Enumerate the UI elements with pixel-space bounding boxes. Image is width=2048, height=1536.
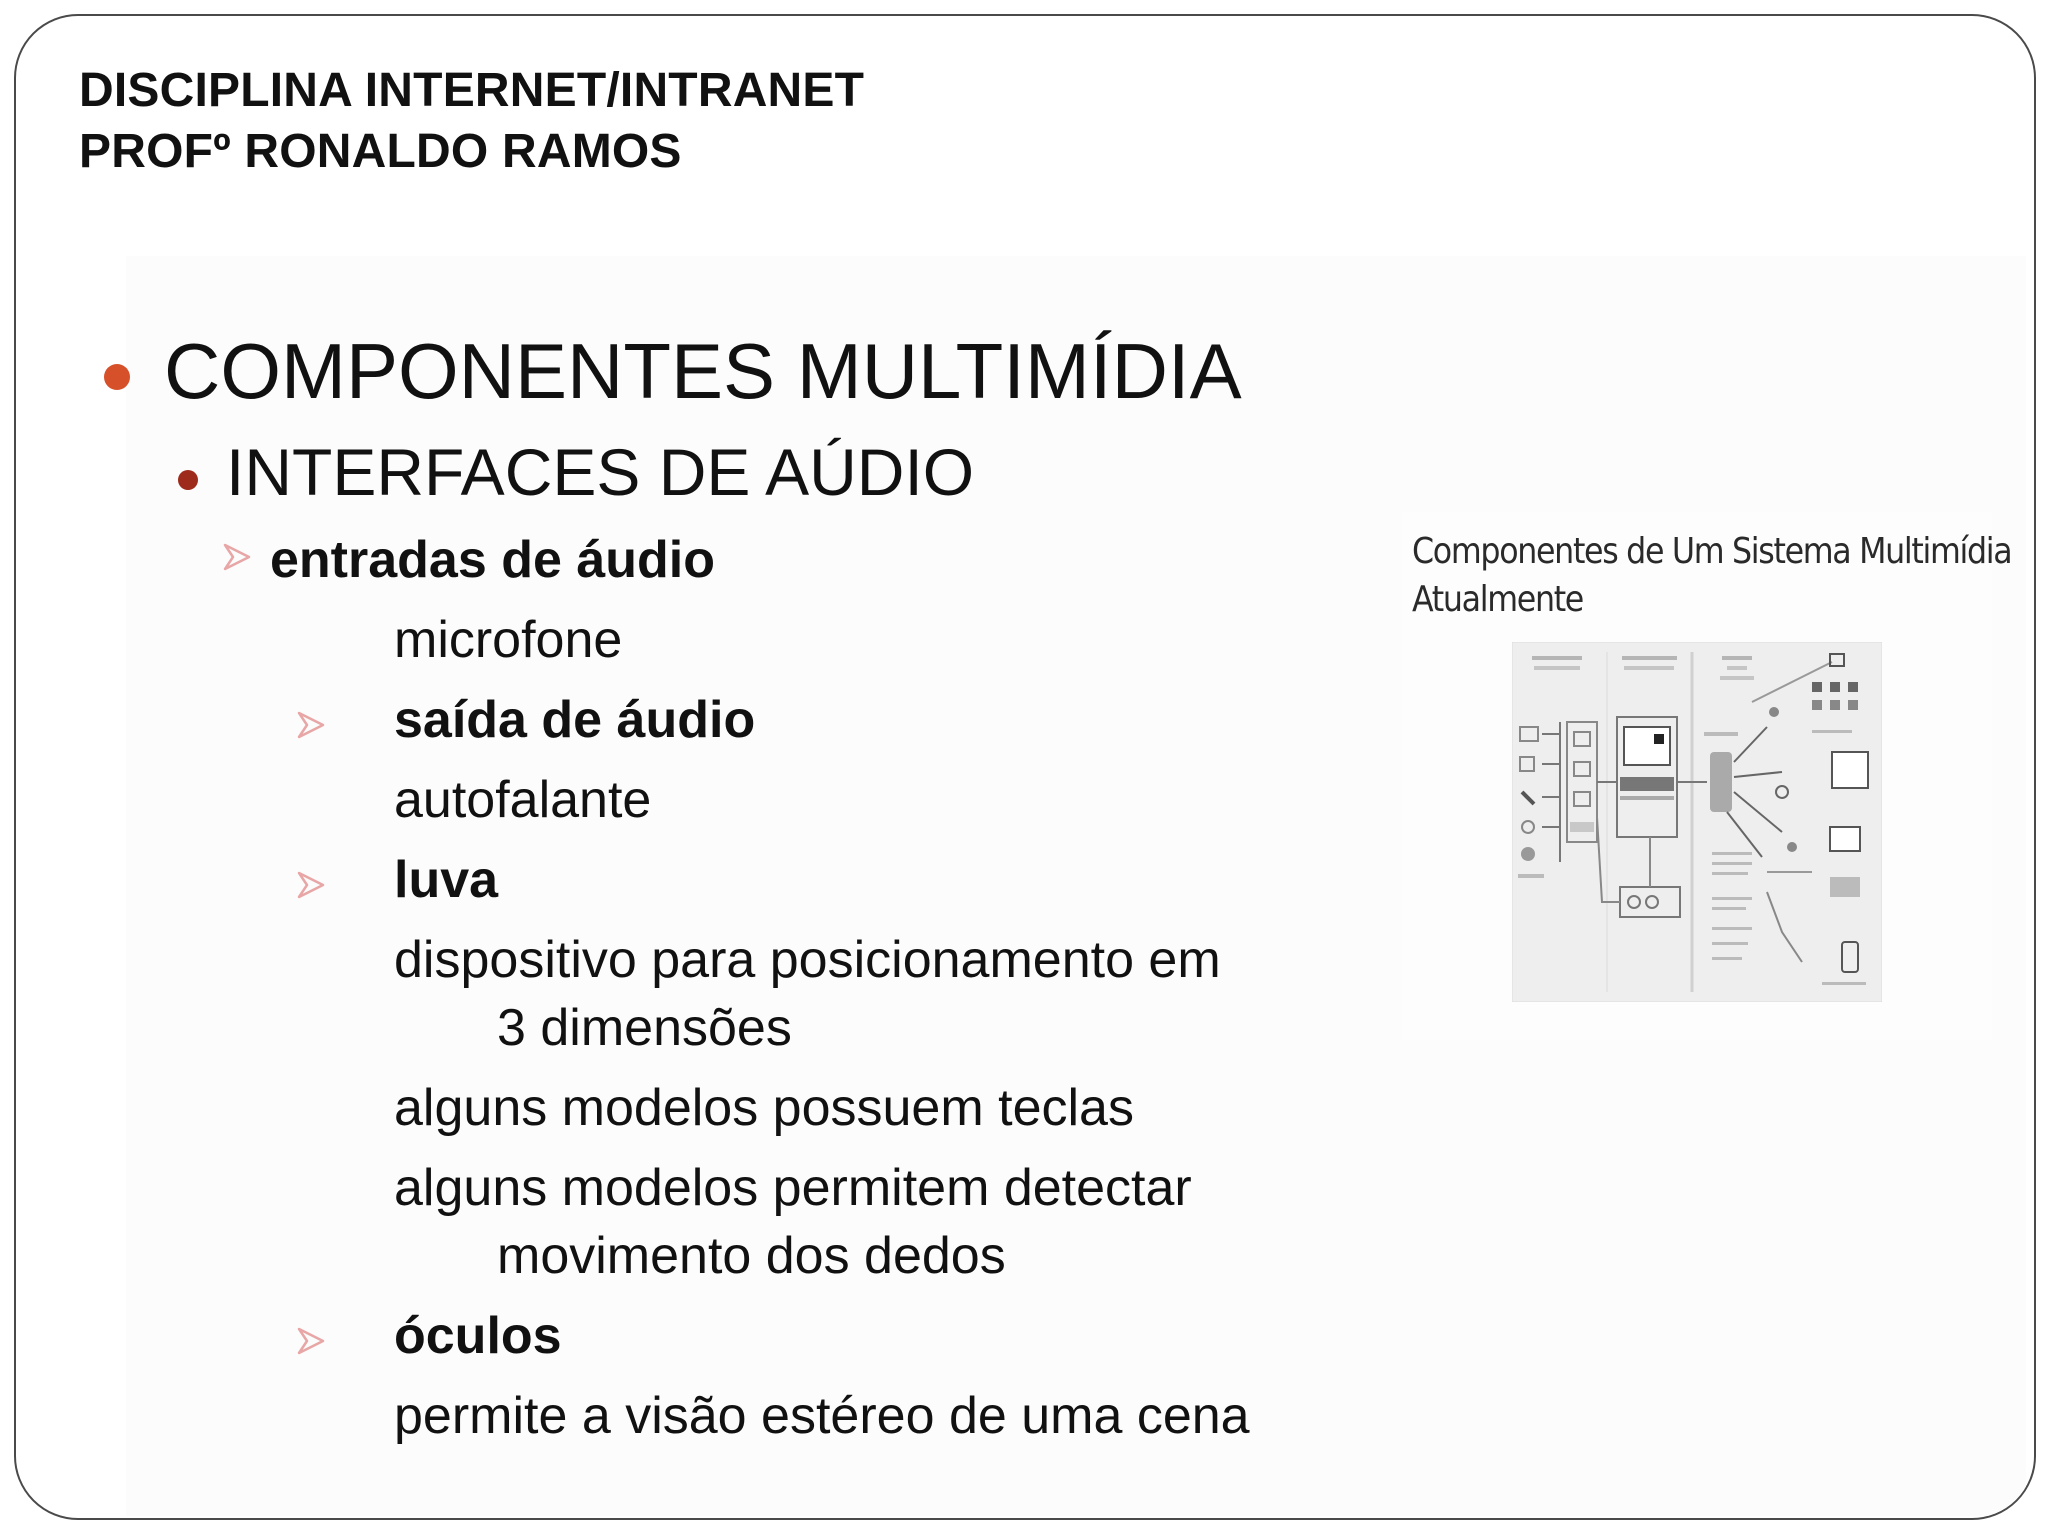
slide-header xyxy=(79,60,864,182)
main-heading-text: COMPONENTES MULTIMÍDIA xyxy=(164,327,1242,415)
figure-title: Componentes de Um Sistema Multimídia Atualmente xyxy=(1412,531,2012,620)
arrow-bullet-icon xyxy=(296,710,326,740)
arrow-bullet-icon xyxy=(296,1326,326,1356)
professor-name: PROFº RONALDO RAMOS xyxy=(79,125,682,178)
list-item-detail-continuation: 3 dimensões xyxy=(497,999,792,1057)
bullet-dot-icon xyxy=(104,364,130,390)
bullet-dot-icon xyxy=(178,470,198,490)
arrow-bullet-icon xyxy=(296,870,326,900)
list-item-audio-input: entradas de áudio xyxy=(270,531,715,589)
course-title: DISCIPLINA INTERNET/INTRANET xyxy=(79,64,865,117)
subheading-text: INTERFACES DE AÚDIO xyxy=(226,435,975,509)
list-item-detail-continuation: movimento dos dedos xyxy=(497,1227,1006,1285)
slide xyxy=(14,14,2036,1520)
arrow-bullet-icon xyxy=(222,542,252,572)
multimedia-system-figure xyxy=(1402,512,2012,1040)
list-item-detail: microfone xyxy=(394,611,623,669)
list-item-glasses: óculos xyxy=(394,1307,562,1365)
list-item-audio-output: saída de áudio xyxy=(394,691,756,749)
main-heading xyxy=(104,326,1242,417)
subheading xyxy=(166,434,974,510)
list-item-detail: autofalante xyxy=(394,771,652,829)
list-item-glove: luva xyxy=(394,851,499,909)
list-item-detail: alguns modelos possuem teclas xyxy=(394,1079,1134,1137)
list-item-detail: dispositivo para posicionamento em xyxy=(394,931,1221,989)
multimedia-diagram-illustration xyxy=(1512,642,1882,1002)
list-item-detail: alguns modelos permitem detectar xyxy=(394,1159,1192,1217)
list-item-detail: permite a visão estéreo de uma cena xyxy=(394,1387,1250,1445)
